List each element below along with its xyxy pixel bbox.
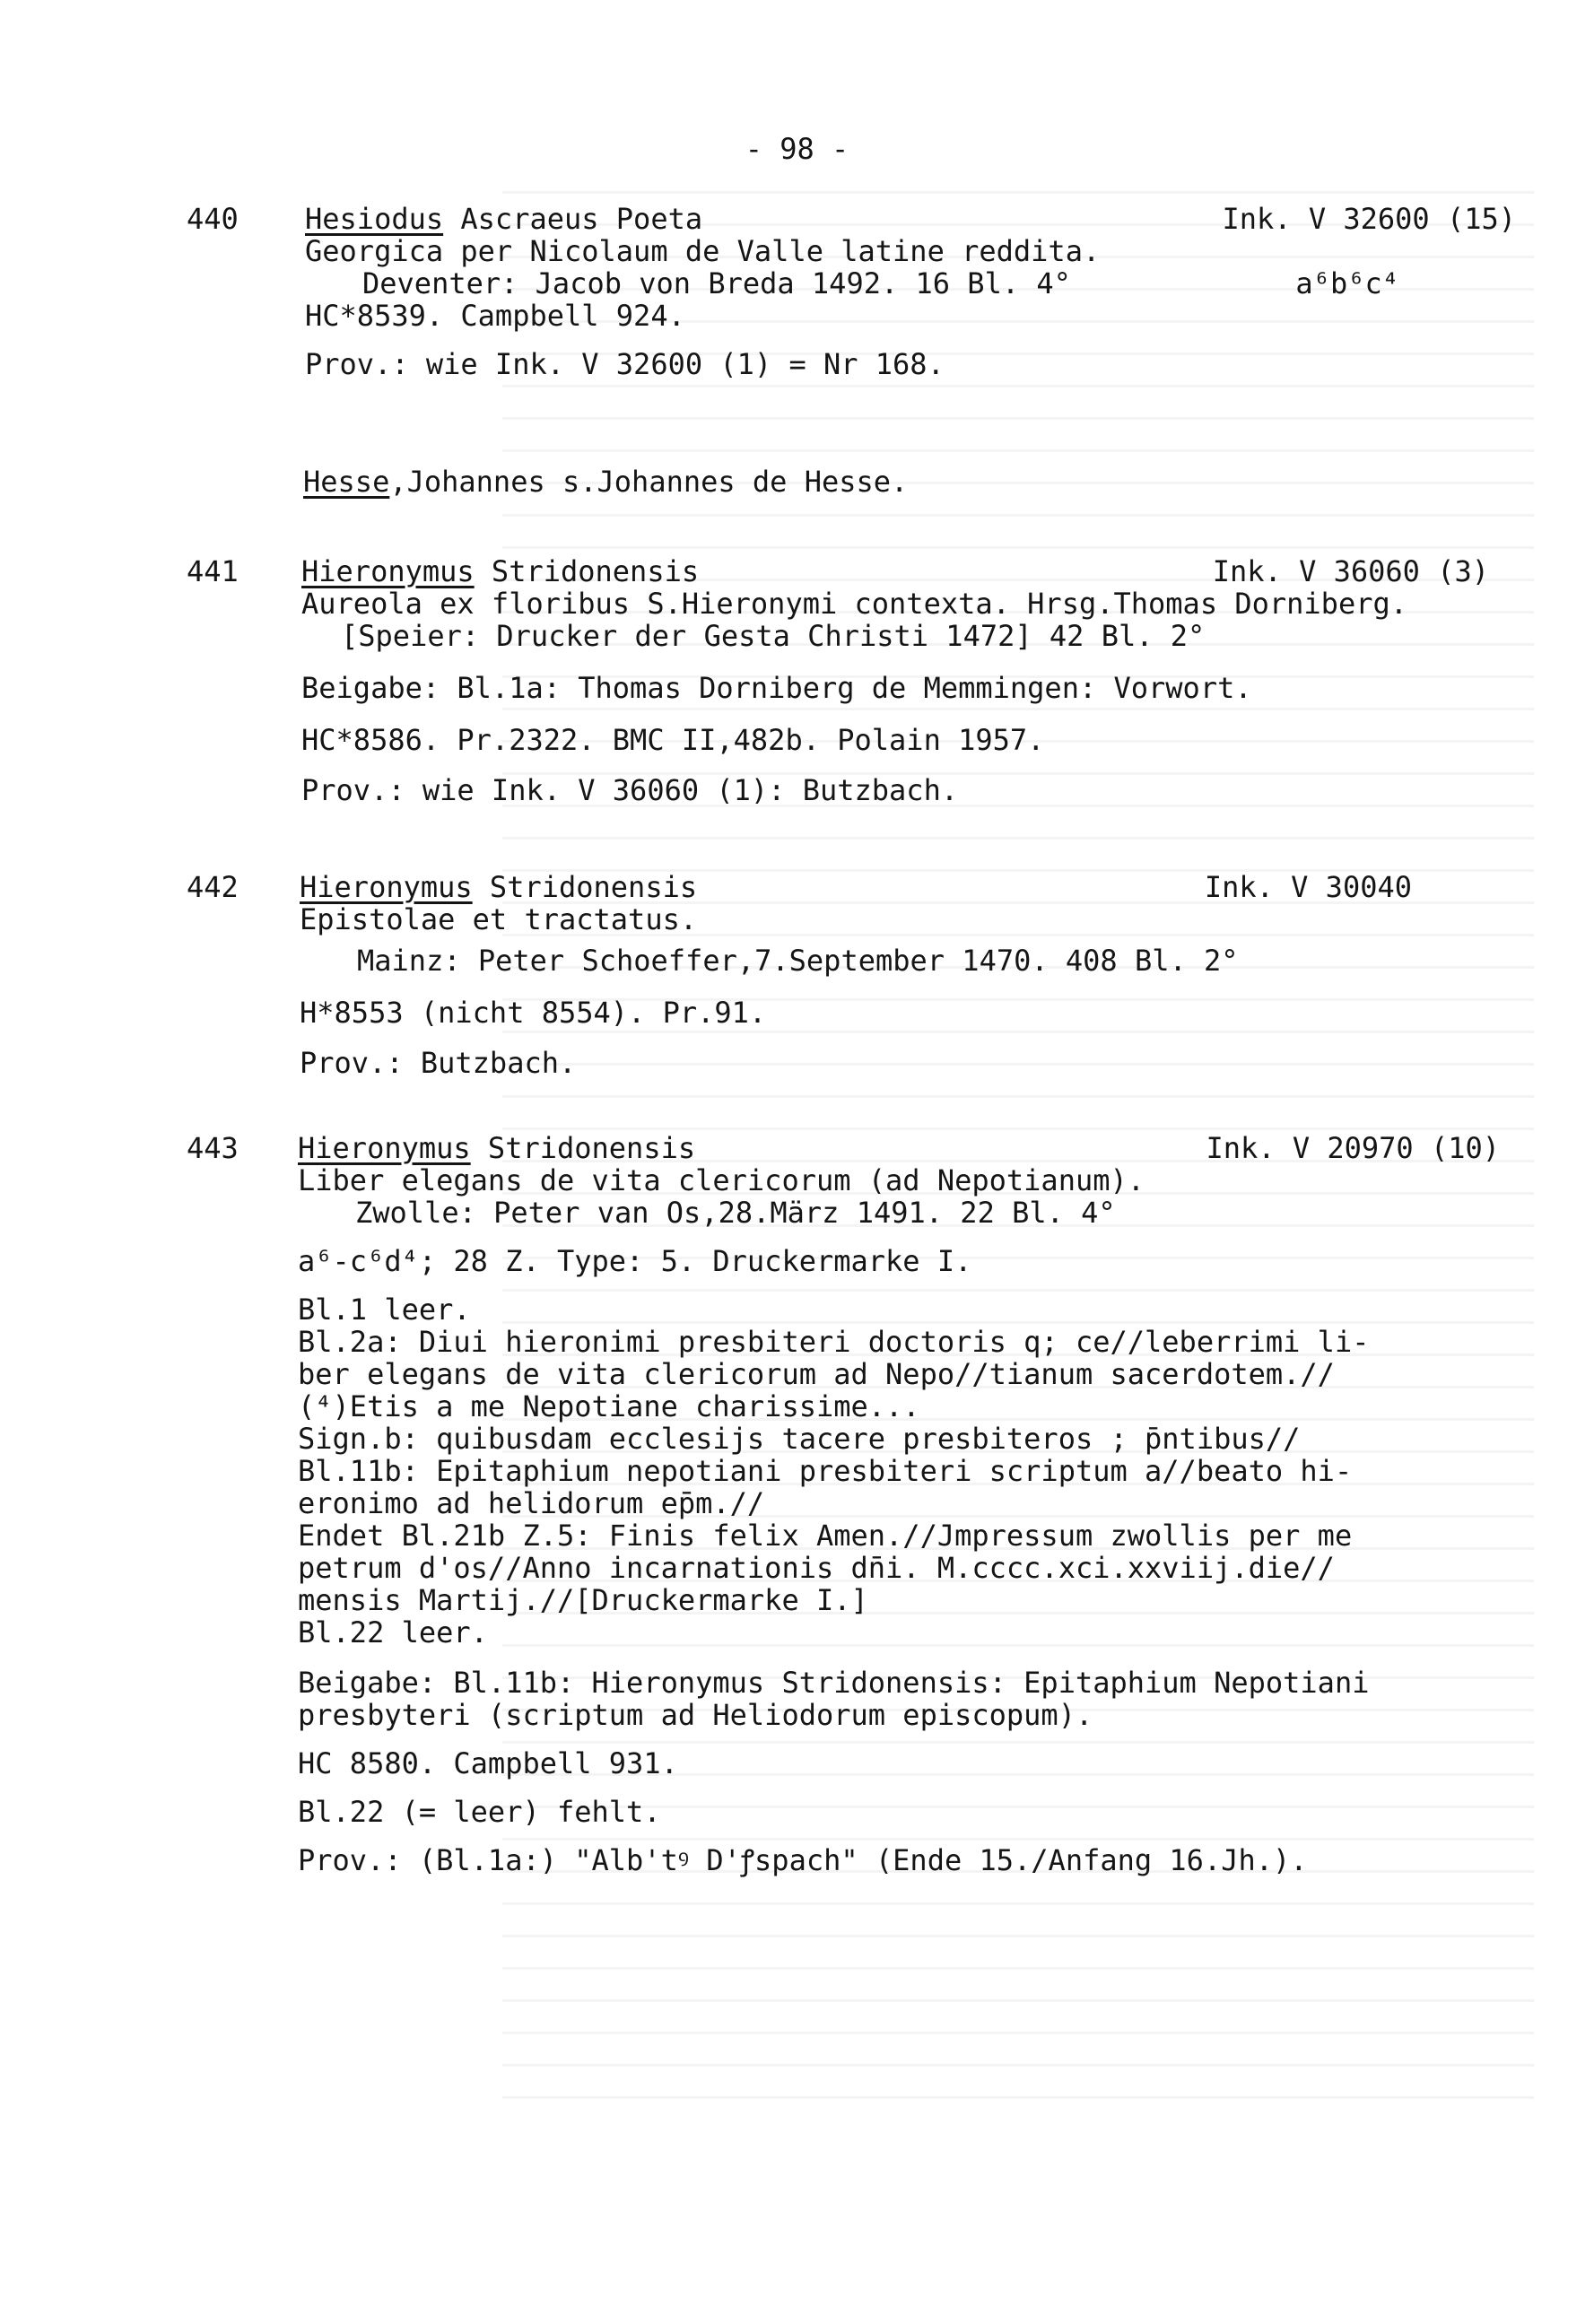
desc-line: (⁴)Etis a me Nepotiane charissime... — [298, 1389, 920, 1423]
collation: a⁶-c⁶d⁴; 28 Z. Type: 5. Druckermarke I. — [298, 1244, 972, 1278]
desc-line: Bl.1 leer. — [298, 1293, 471, 1327]
provenance: Prov.: wie Ink. V 32600 (1) = Nr 168. — [305, 347, 945, 381]
provenance: Prov.: (Bl.1a:) "Alb'tꝰ D'ꝭspach" (Ende 15./Anfang 16.Jh.). — [298, 1843, 1308, 1877]
heading-rest: Stridonensis — [470, 1131, 696, 1165]
entry-441-body — [301, 555, 1489, 806]
references: HC*8586. Pr.2322. BMC II,482b. Polain 1957. — [301, 723, 1045, 757]
page-number: - 98 - — [745, 132, 849, 166]
heading-name: Hesiodus — [305, 202, 444, 236]
entry-442-number: 442 — [187, 870, 239, 904]
note: Bl.22 (= leer) fehlt. — [298, 1795, 661, 1829]
imprint: Mainz: Peter Schoeffer,7.September 1470. 408 Bl. 2° — [357, 944, 1239, 978]
see-rest: ,Johannes s.Johannes de Hesse. — [389, 465, 909, 499]
entry-441-number: 441 — [187, 554, 239, 588]
heading-rest: Stridonensis — [474, 554, 700, 588]
imprint: [Speier: Drucker der Gesta Christi 1472] 42 Bl. 2° — [341, 619, 1206, 653]
shelfmark: Ink. V 20970 (10) — [1206, 1131, 1500, 1165]
cross-reference — [303, 466, 908, 498]
shelfmark: Ink. V 36060 (3) — [1212, 554, 1489, 588]
heading-name: Hieronymus — [300, 870, 473, 904]
desc-line: mensis Martij.//[Druckermarke I.] — [298, 1583, 868, 1617]
entry-440-number: 440 — [187, 202, 239, 236]
entry-440-body — [305, 203, 1516, 380]
title: Aureola ex floribus S.Hieronymi contexta. Hrsg.Thomas Dorniberg. — [301, 587, 1407, 621]
desc-line: Endet Bl.21b Z.5: Finis felix Amen.//Jmpressum zwollis per me — [298, 1519, 1353, 1553]
beigabe-line: presbyteri (scriptum ad Heliodorum episcopum). — [298, 1698, 1093, 1732]
provenance: Prov.: Butzbach. — [300, 1046, 577, 1080]
entry-442-body — [300, 871, 1412, 1079]
desc-line: eronimo ad helidorum ep̄m.// — [298, 1486, 765, 1520]
beigabe: Beigabe: Bl.1a: Thomas Dorniberg de Memmingen: Vorwort. — [301, 671, 1252, 705]
title: Georgica per Nicolaum de Valle latine reddita. — [305, 234, 1101, 268]
shelfmark: Ink. V 32600 (15) — [1222, 202, 1516, 236]
imprint: Zwolle: Peter van Os,28.März 1491. 22 Bl. 4° — [355, 1196, 1116, 1230]
desc-line: Bl.2a: Diui hieronimi presbiteri doctoris q; ce//leberrimi li- — [298, 1325, 1370, 1359]
heading-rest: Stridonensis — [472, 870, 698, 904]
heading-name: Hieronymus — [298, 1131, 471, 1165]
beigabe-line: Beigabe: Bl.11b: Hieronymus Stridonensis: Epitaphium Nepotiani — [298, 1666, 1370, 1700]
heading-name: Hieronymus — [301, 554, 475, 588]
collation-signature: a⁶b⁶c⁴ — [1295, 266, 1399, 300]
desc-line: Bl.22 leer. — [298, 1615, 488, 1649]
provenance: Prov.: wie Ink. V 36060 (1): Butzbach. — [301, 773, 959, 807]
title: Epistolae et tractatus. — [300, 902, 698, 936]
entry-443-number: 443 — [187, 1131, 239, 1165]
heading-rest: Ascraeus Poeta — [443, 202, 703, 236]
references: HC*8539. Campbell 924. — [305, 299, 685, 333]
imprint: Deventer: Jacob von Breda 1492. 16 Bl. 4° — [362, 266, 1071, 300]
references: HC 8580. Campbell 931. — [298, 1746, 678, 1780]
desc-line: ber elegans de vita clericorum ad Nepo//tianum sacerdotem.// — [298, 1357, 1335, 1391]
references: H*8553 (nicht 8554). Pr.91. — [300, 996, 767, 1030]
title: Liber elegans de vita clericorum (ad Nepotianum). — [298, 1163, 1145, 1197]
desc-line: Sign.b: quibusdam ecclesijs tacere presbiteros ; p̄ntibus// — [298, 1422, 1301, 1456]
entry-443-body — [298, 1132, 1500, 1876]
desc-line: Bl.11b: Epitaphium nepotiani presbiteri scriptum a//beato hi- — [298, 1454, 1353, 1488]
see-name: Hesse — [303, 465, 390, 499]
desc-line: petrum d'os//Anno incarnationis dn̄i. M.cccc.xci.xxviij.die// — [298, 1551, 1335, 1585]
shelfmark: Ink. V 30040 — [1204, 870, 1412, 904]
